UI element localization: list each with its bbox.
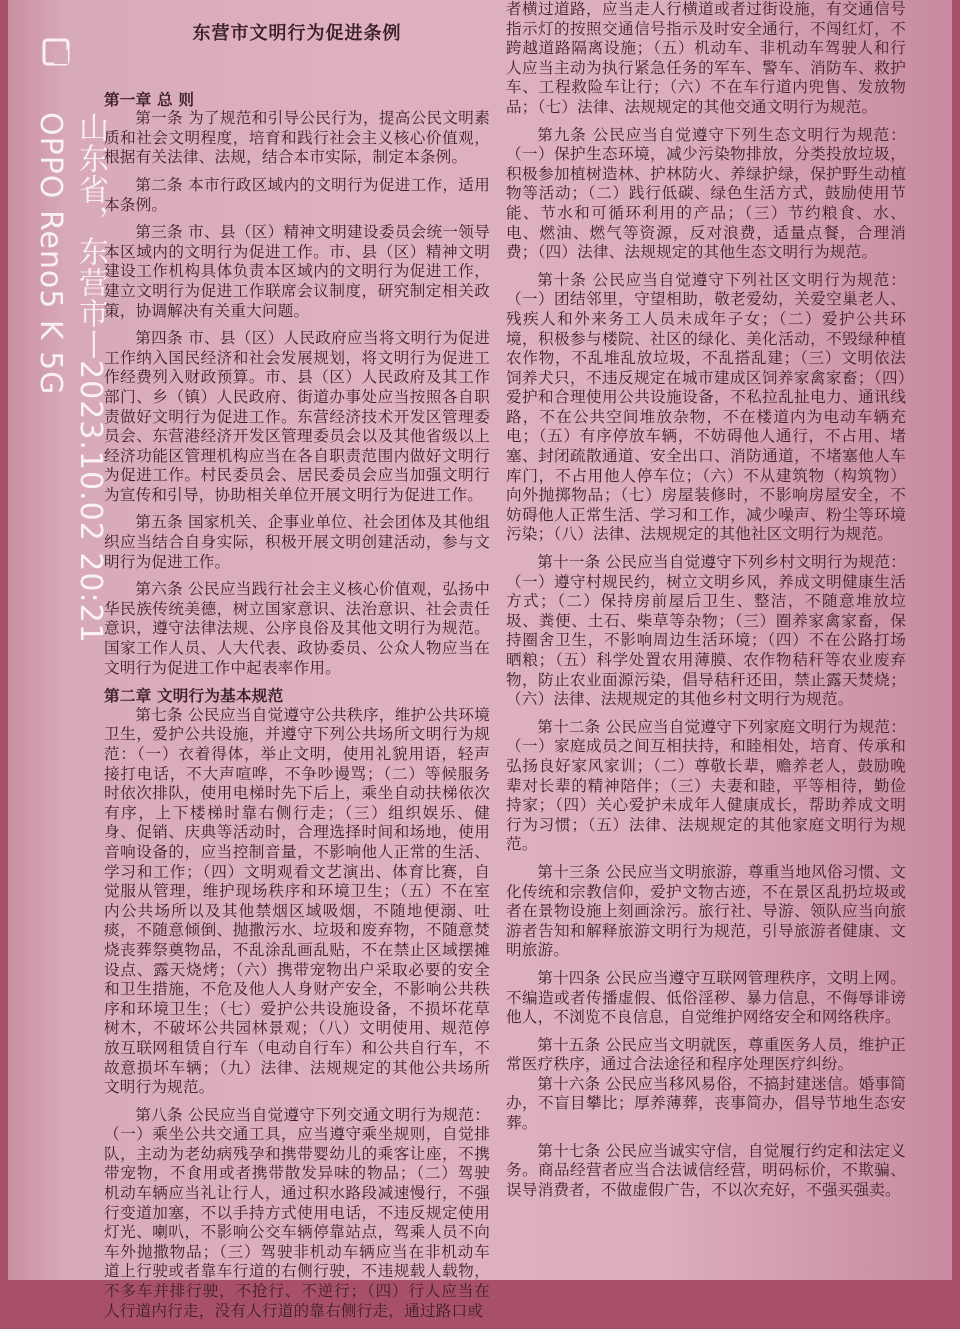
watermark-device: OPPO Reno5 K 5G (33, 112, 68, 396)
article-paragraph: 第三条 市、县（区）精神文明建设委员会统一领导本区域内的文明行为促进工作。市、县（区）精神文明建设工作机构具体负责本区域内的文明行为促进工作，建立文明行为促进工作联席会议制度，研究制定相关政策，协调解决有关重大问题。 (104, 223, 490, 320)
article-paragraph: 第十一条 公民应当自觉遵守下列乡村文明行为规范：（一）遵守村规民约，树立文明乡风，养成文明健康生活方式；（二）保持房前屋后卫生、整洁，不随意堆放垃圾、粪便、土石、柴草等杂物；（三）圈养家禽家畜，保持圈舍卫生，不影响周边生活环境；（四）不在公路打场晒粮；（五）科学处置农用薄膜、农作物秸秆等农业废弃物，防止农业面源污染，倡导秸秆还田，禁止露天焚烧；（六）法律、法规规定的其他乡村文明行为规范。 (506, 553, 906, 709)
article-paragraph: 第一条 为了规范和引导公民行为，提高公民文明素质和社会文明程度，培育和践行社会主义核心价值观，根据有关法律、法规，结合本市实际，制定本条例。 (104, 109, 490, 167)
article-paragraph: 第十条 公民应当自觉遵守下列社区文明行为规范：（一）团结邻里，守望相助，敬老爱幼，关爱空巢老人、残疾人和外来务工人员未成年子女；（二）爱护公共环境，积极参与楼院、社区的绿化、美化活动，不毁绿种植农作物，不乱堆乱放垃圾，不乱搭乱建；（三）文明依法饲养犬只，不违反规定在城市建成区饲养家禽家畜；（四）爱护和合理使用公共设施设备，不私拉乱扯电力、通讯线路，不在公共空间堆放杂物，不在楼道内为电动车辆充电；（五）有序停放车辆，不妨碍他人通行，不占用、堵塞、封闭疏散通道、安全出口、消防通道，不堵塞他人车库门，不占用他人停车位；（六）不从建筑物（构筑物）向外抛掷物品；（七）房屋装修时，不影响房屋安全，不妨碍他人正常生活、学习和工作，减少噪声、粉尘等环境污染；（八）法律、法规规定的其他社区文明行为规范。 (506, 270, 906, 544)
watermark-text (30, 112, 110, 644)
article-paragraph: 第十六条 公民应当移风易俗，不搞封建迷信。婚事简办，不盲目攀比；厚养薄葬，丧事简办，倡导节地生态安葬。 (506, 1074, 906, 1133)
article-paragraph: 第二条 本市行政区域内的文明行为促进工作，适用本条例。 (104, 175, 490, 214)
article-paragraph: 第九条 公民应当自觉遵守下列生态文明行为规范：（一）保护生态环境，减少污染物排放，分类投放垃圾，积极参加植树造林、护林防火、养绿护绿，保护野生动植物等活动；（二）践行低碳、绿色生活方式，鼓励使用节能、节水和可循环利用的产品；（三）节约粮食、水、电、燃油、燃气等资源，反对浪费，适量点餐，合理消费；（四）法律、法规规定的其他生态文明行为规范。 (506, 125, 906, 262)
article-paragraph: 第十三条 公民应当文明旅游，尊重当地风俗习惯、文化传统和宗教信仰，爱护文物古迹，不在景区乱扔垃圾或者在景物设施上刻画涂污。旅行社、导游、领队应当向旅游者告知和解释旅游文明行为规范，引导旅游者健康、文明旅游。 (506, 862, 906, 960)
document-page (8, 0, 952, 1320)
article-paragraph: 第七条 公民应当自觉遵守公共秩序，维护公共环境卫生，爱护公共设施，并遵守下列公共场所文明行为规范：（一）衣着得体，举止文明，使用礼貌用语，轻声接打电话，不大声喧哗，不争吵谩骂；（二）等候服务时依次排队，使用电梯时先下后上，乘坐自动扶梯依次有序，上下楼梯时靠右侧行走；（三）组织娱乐、健身、促销、庆典等活动时，合理选择时间和场地，使用音响设备的，应当控制音量，不影响他人正常的生活、学习和工作；（四）文明观看文艺演出、体育比赛，自觉服从管理，维护现场秩序和环境卫生；（五）不在室内公共场所以及其他禁烟区域吸烟，不随地便溺、吐痰，不随意倾倒、抛撒污水、垃圾和废弃物，不随意焚烧丧葬祭奠物品，不乱涂乱画乱贴，不在禁止区域摆摊设点、露天烧烤；（六）携带宠物出户采取必要的安全和卫生措施，不危及他人人身财产安全，不影响公共秩序和环境卫生；（七）爱护公共设施设备，不损坏花草树木，不破坏公共园林景观；（八）文明使用、规范停放互联网租赁自行车（电动自行车）和公共自行车，不故意损坏车辆；（九）法律、法规规定的其他公共场所文明行为规范。 (104, 705, 490, 1097)
chapter-heading: 第二章 文明行为基本规范 (104, 686, 284, 706)
article-paragraph: 第十五条 公民应当文明就医，尊重医务人员，维护正常医疗秩序，通过合法途径和程序处理医疗纠纷。 (506, 1035, 906, 1074)
article-paragraph: 第六条 公民应当践行社会主义核心价值观，弘扬中华民族传统美德，树立国家意识、法治意识、社会责任意识，遵守法律法规、公序良俗及其他文明行为规范。国家工作人员、人大代表、政协委员、公众人物应当在文明行为促进工作中起表率作用。 (104, 580, 490, 677)
right-column (506, 0, 906, 1208)
left-column (104, 22, 490, 1329)
article-paragraph: 第十七条 公民应当诚实守信，自觉履行约定和法定义务。商品经营者应当合法诚信经营，明码标价，不欺骗、误导消费者，不做虚假广告，不以次充好，不强买强卖。 (506, 1141, 906, 1199)
article-paragraph: 第五条 国家机关、企事业单位、社会团体及其他组织应当结合自身实际，积极开展文明创建活动，参与文明行为促进工作。 (104, 513, 490, 571)
article-paragraph: 第十四条 公民应当遵守互联网管理秩序，文明上网。不编造或者传播虚假、低俗淫秽、暴力信息，不侮辱诽谤他人，不浏览不良信息，自觉维护网络安全和网络秩序。 (506, 968, 906, 1027)
camera-watermark (12, 24, 108, 644)
camera-logo-icon (42, 38, 70, 66)
article-paragraph: 第四条 市、县（区）人民政府应当将文明行为促进工作纳入国民经济和社会发展规划，将文明行为促进工作经费列入财政预算。市、县（区）人民政府及其工作部门、乡（镇）人民政府、街道办事处应当按照各自职责做好文明行为促进工作。东营经济技术开发区管理委员会、东营港经济开发区管理委员会以及其他省级以上经济功能区管理机构应当在各自职责范围内做好文明行为促进工作。村民委员会、居民委员会应当加强文明行为宣传和引导，协助相关单位开展文明行为促进工作。 (104, 329, 490, 504)
watermark-location-time: 山东省，东营市丨2023.10.02 20:21 (73, 112, 108, 644)
chapter-heading: 第一章 总 则 (104, 89, 195, 109)
article-paragraph: 者横过道路，应当走人行横道或者过街设施，有交通信号指示灯的按照交通信号指示及时安全通行，不闯红灯，不跨越道路隔离设施；（五）机动车、非机动车驾驶人和行人应当主动为执行紧急任务的军车、警车、消防车、救护车、工程救险车让行；（六）不在车行道内兜售、发放物品；（七）法律、法规规定的其他交通文明行为规范。 (506, 0, 906, 116)
article-paragraph: 第十二条 公民应当自觉遵守下列家庭文明行为规范：（一）家庭成员之间互相扶持，和睦相处，培育、传承和弘扬良好家风家训；（二）尊敬长辈，赡养老人，鼓励晚辈对长辈的精神陪伴；（三）夫妻和睦，平等相待，勤俭持家；（四）关心爱护未成年人健康成长，帮助养成文明行为习惯；（五）法律、法规规定的其他家庭文明行为规范。 (506, 717, 906, 854)
article-paragraph: 第八条 公民应当自觉遵守下列交通文明行为规范：（一）乘坐公共交通工具，应当遵守乘坐规则，自觉排队，主动为老幼病残孕和携带婴幼儿的乘客让座，不携带宠物，不食用或者携带散发异味的物品；（二）驾驶机动车辆应当礼让行人，通过积水路段减速慢行，不强行变道加塞，不以手持方式使用电话，不违反规定使用灯光、喇叭，不影响公交车辆停靠站点，驾乘人员不向车外抛撒物品；（三）驾驶非机动车辆应当在非机动车道上行驶或者靠车行道的右侧行驶，不违规载人载物，不多车并排行驶，不抢行、不逆行；（四）行人应当在人行道内行走，没有人行道的靠右侧行走，通过路口或 (104, 1105, 490, 1320)
document-title: 东营市文明行为促进条例 (192, 23, 402, 44)
